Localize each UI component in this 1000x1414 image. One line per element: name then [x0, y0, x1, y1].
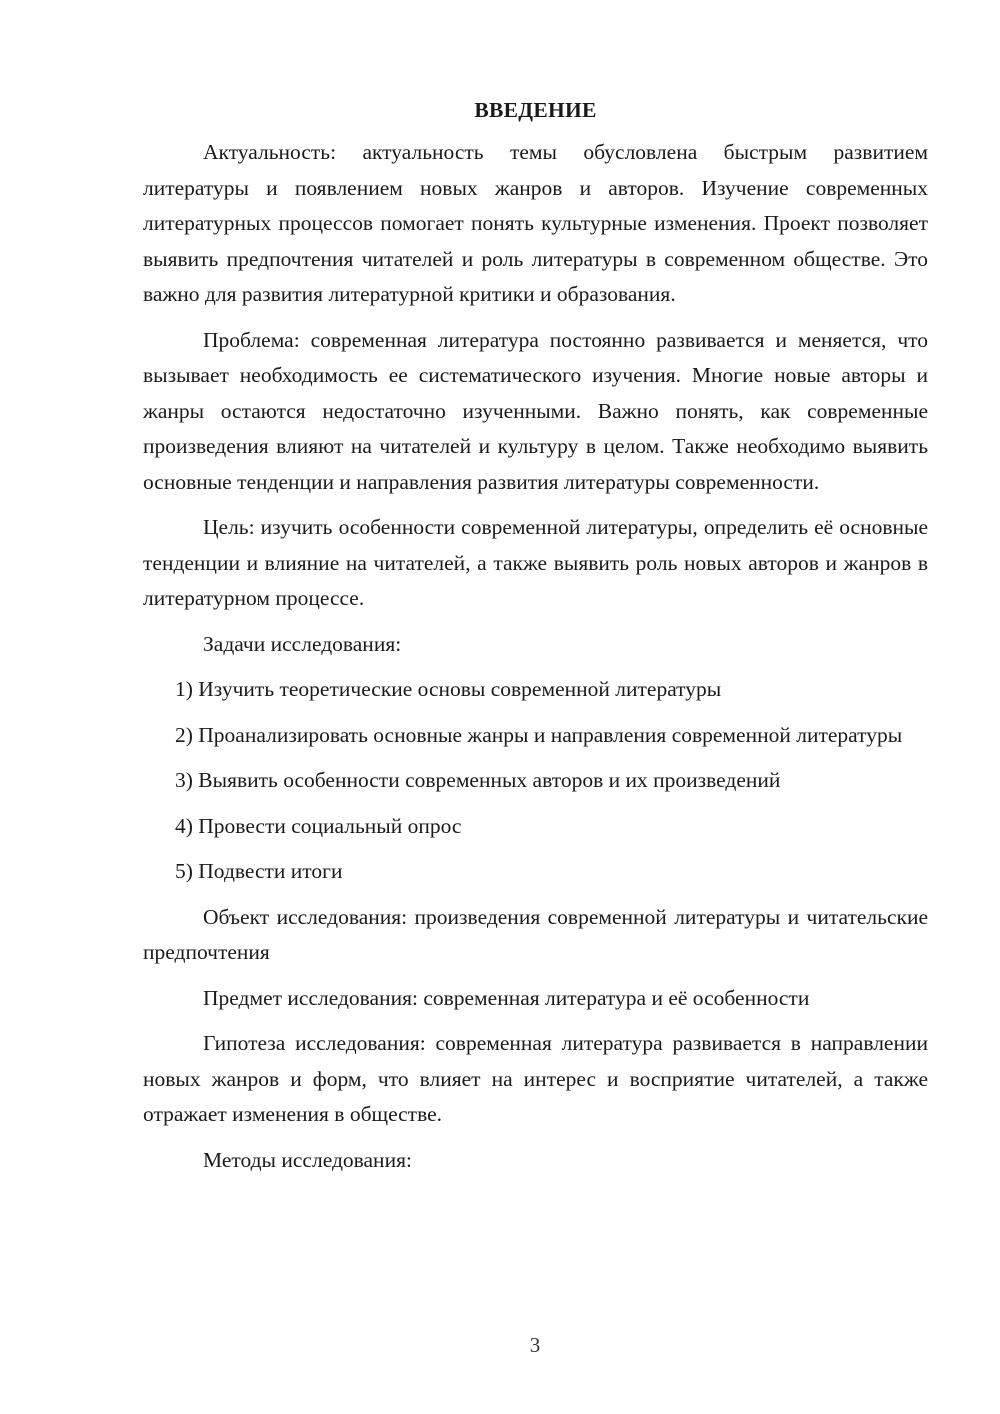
- goal-paragraph: Цель: изучить особенности современной литературы, определить её основные тенденции и влияние на читателей, а также выявить роль новых авторов и жанров в литературном процессе.: [143, 515, 928, 610]
- task-item: 3) Выявить особенности современных авторов и их произведений: [175, 768, 781, 792]
- object-paragraph: Объект исследования: произведения современной литературы и читательские предпочтения: [143, 904, 928, 964]
- page-number: 3: [529, 1333, 541, 1357]
- problem-paragraph: Проблема: современная литература постоянно развивается и меняется, что вызывает необходимость ее систематического изучения. Многие новые авторы и жанры остаются недостаточно изученными. Важно понять, как современные произведения влияют на читателей и культуру в целом. Также необходимо выявить основные тенденции и направления развития литературы современности.: [143, 327, 928, 494]
- task-item: 1) Изучить теоретические основы современной литературы: [175, 677, 722, 701]
- document-page: [143, 95, 928, 1188]
- task-item: 2) Проанализировать основные жанры и направления современной литературы: [175, 722, 903, 747]
- section-title: ВВЕДЕНИЕ: [474, 98, 597, 122]
- relevance-paragraph: Актуальность: актуальность темы обусловлена быстрым развитием литературы и появлением новых жанров и авторов. Изучение современных литературных процессов помогает понять культурные изменения. Проект позволяет выявить предпочтения читателей и роль литературы в современном обществе. Это важно для развития литературной критики и образования.: [143, 140, 928, 306]
- tasks-heading: Задачи исследования:: [203, 631, 402, 656]
- task-item: 5) Подвести итоги: [175, 859, 343, 883]
- methods-heading: Методы исследования:: [203, 1147, 412, 1172]
- subject-paragraph: Предмет исследования: современная литература и её особенности: [203, 985, 810, 1010]
- task-item: 4) Провести социальный опрос: [175, 813, 462, 838]
- hypothesis-paragraph: Гипотеза исследования: современная литература развивается в направлении новых жанров и форм, что влияет на интерес и восприятие читателей, а также отражает изменения в обществе.: [143, 1031, 928, 1126]
